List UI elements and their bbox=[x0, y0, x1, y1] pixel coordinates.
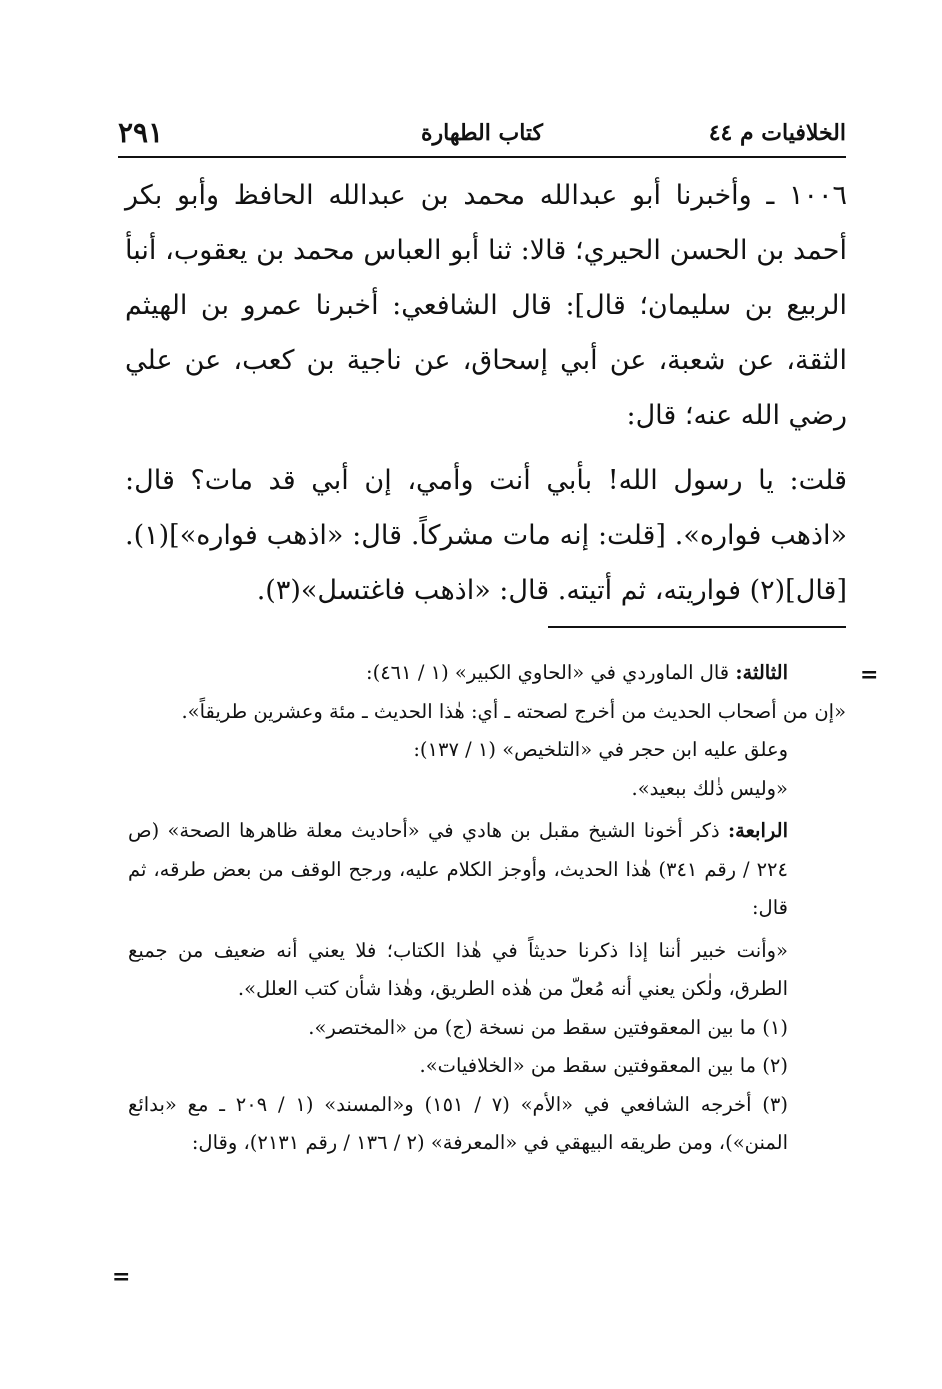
header-rule bbox=[118, 156, 846, 158]
running-head: الخلافيات م ٤٤ bbox=[708, 120, 846, 146]
footnotes-area bbox=[128, 654, 846, 1163]
note-fourth-text: ذكر أخونا الشيخ مقبل بن هادي في «أحاديث معلة ظاهرها الصحة» (ص ٢٢٤ / رقم ٣٤١) هٰذا الحديث، وأوجز الكلام عليه، ورجح الوقف من بعض طرقه، ثم قال: bbox=[128, 819, 788, 919]
hadith-isnad-paragraph: ١٠٠٦ ـ وأخبرنا أبو عبدالله محمد بن عبدالله الحافظ وأبو بكر أحمد بن الحسن الحيري؛ قالا: ثنا أبو العباس محمد بن يعقوب، أنبأ الربيع بن سليمان؛ قال]: قال الشافعي: أخبرنا عمرو بن الهيثم الثقة، عن شعبة، عن أبي إسحاق، عن ناجية بن كعب، عن علي رضي الله عنه؛ قال: bbox=[125, 180, 847, 431]
hadith-matn-paragraph: قلت: يا رسول الله! بأبي أنت وأمي، إن أبي قد مات؟ قال: «اذهب فواره». [قلت: إنه مات مشركاً. قال: «اذهب فواره»](١). [قال](٢) فواريته، ثم أتيته. قال: «اذهب فاغتسل»(٣). bbox=[125, 465, 847, 606]
note-fourth bbox=[128, 812, 846, 928]
footnote-3: (٣) أخرجه الشافعي في «الأم» (٧ / ١٥١) و«المسند» (١ / ٢٠٩ ـ مع «بدائع المنن»)، ومن طريقه البيهقي في «المعرفة» (٢ / ١٣٦ / رقم ٢١٣١)، وقال: bbox=[128, 1092, 788, 1154]
footnote-1: (١) ما بين المعقوفتين سقط من نسخة (ج) من «المختصر». bbox=[308, 1015, 788, 1039]
continued-mark: = bbox=[112, 1264, 131, 1290]
note-third bbox=[128, 654, 846, 693]
note-third-label: الثالثة: bbox=[735, 661, 788, 684]
note-ibn-hajar: وعلق عليه ابن حجر في «التلخيص» (١ / ١٣٧): bbox=[413, 738, 788, 761]
note-quote-mawardi: «إن من أصحاب الحديث من أخرج لصحته ـ أي: هٰذا الحديث ـ مئة وعشرين طريقاً». bbox=[181, 699, 846, 723]
chapter-title: كتاب الطهارة bbox=[420, 120, 544, 146]
footnote-2: (٢) ما بين المعقوفتين سقط من «الخلافيات». bbox=[419, 1054, 788, 1077]
main-text bbox=[125, 168, 847, 618]
note-fourth-label: الرابعة: bbox=[727, 819, 789, 842]
note-third-text: قال الماوردي في «الحاوي الكبير» (١ / ٤٦١): bbox=[366, 661, 730, 684]
page-header bbox=[118, 112, 846, 154]
continuation-mark: = bbox=[860, 662, 879, 688]
note-muqbil-quote: «وأنت خبير أننا إذا ذكرنا حديثاً في هٰذا الكتاب؛ فلا يعني أنه ضعيف من جميع الطرق، ولٰكن يعني أنه مُعلّ من هٰذه الطريق، وهٰذا شأن كتب العلل». bbox=[128, 938, 788, 1000]
note-ibn-hajar-quote: «وليس ذٰلك ببعيد». bbox=[631, 776, 788, 800]
footnote-separator bbox=[548, 626, 846, 628]
page-number: ٢٩١ bbox=[118, 116, 164, 149]
